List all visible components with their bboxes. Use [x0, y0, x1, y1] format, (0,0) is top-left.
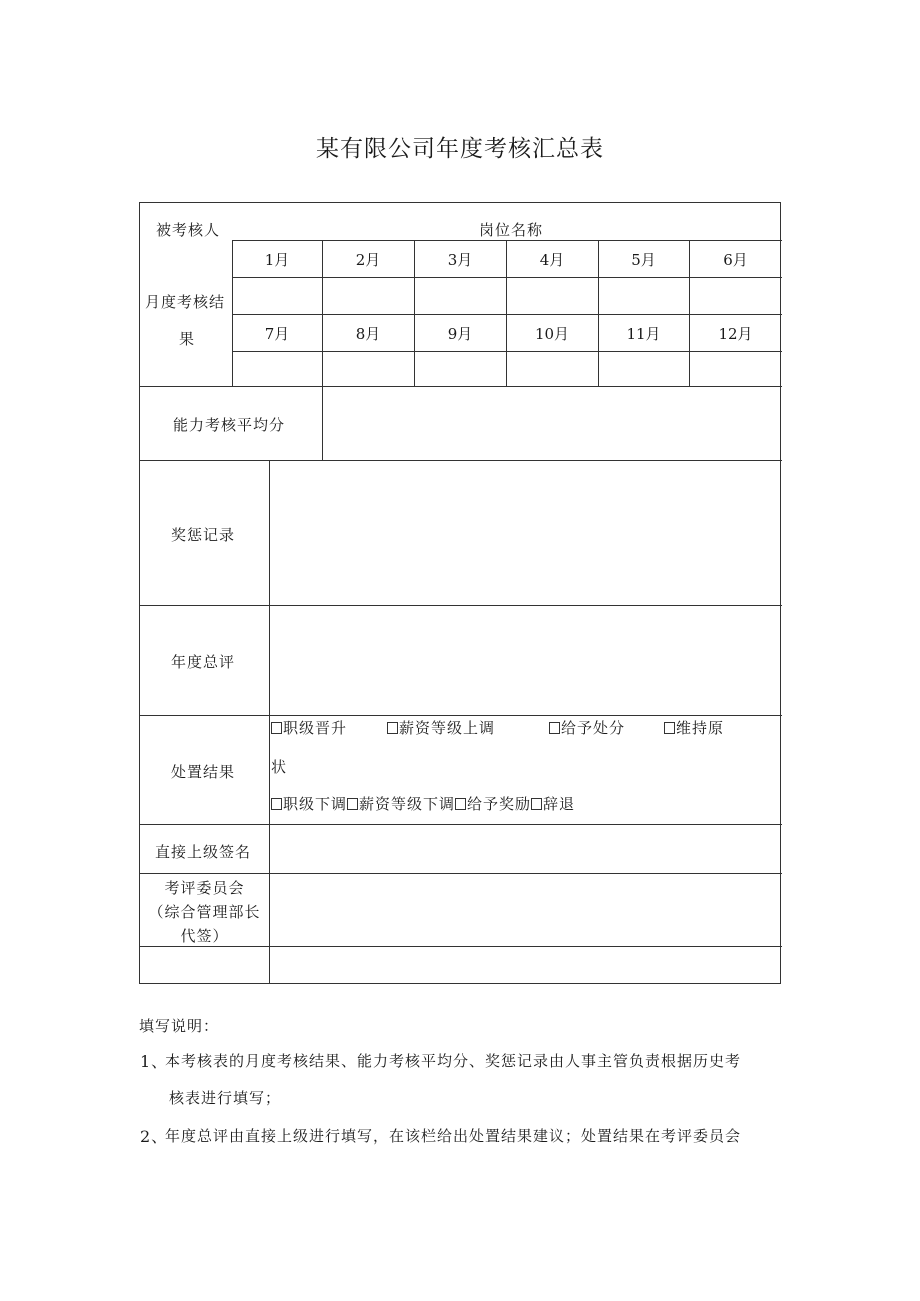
month-header: 6月	[723, 251, 748, 269]
page-title: 某有限公司年度考核汇总表	[316, 136, 604, 162]
note-1-line-2: 核表进行填写；	[169, 1089, 282, 1107]
checkbox-icon	[387, 722, 398, 734]
committee-sign-field[interactable]	[270, 874, 781, 945]
note-1-number: 1、	[140, 1052, 169, 1071]
checkbox-icon	[455, 798, 466, 810]
blank-row-label-cell	[141, 947, 268, 983]
checkbox-icon	[531, 798, 542, 810]
month-header: 3月	[447, 251, 473, 269]
month-score-cell[interactable]	[690, 278, 780, 313]
disposition-label: 处置结果	[171, 763, 236, 781]
month-score-cell[interactable]	[323, 352, 413, 385]
month-score-cell[interactable]	[415, 352, 505, 385]
position-label: 岗位名称	[479, 221, 544, 239]
option-demotion[interactable]: 职级下调	[271, 795, 347, 813]
supervisor-sign-label: 直接上级签名	[155, 843, 252, 861]
option-salary-raise[interactable]: 薪资等级上调	[387, 719, 495, 737]
month-header: 8月	[355, 325, 381, 343]
assessment-form	[139, 202, 781, 984]
notes-heading: 填写说明：	[139, 1017, 220, 1035]
month-header: 11月	[626, 325, 661, 343]
checkbox-icon	[549, 722, 560, 734]
month-score-cell[interactable]	[599, 352, 688, 385]
option-maintain[interactable]: 维持原	[664, 719, 724, 737]
rewards-label: 奖惩记录	[171, 526, 236, 544]
month-score-cell[interactable]	[233, 278, 321, 313]
monthly-label-line2: 果	[179, 330, 196, 348]
month-header: 12月	[718, 325, 753, 343]
checkbox-icon	[271, 798, 282, 810]
row-divider	[232, 314, 782, 315]
month-score-cell[interactable]	[323, 278, 413, 313]
month-header: 10月	[534, 325, 570, 343]
checkbox-icon	[664, 722, 675, 734]
month-header: 4月	[539, 251, 565, 269]
month-header: 5月	[631, 251, 656, 269]
option-promotion[interactable]: 职级晋升	[271, 719, 347, 737]
note-2-number: 2、	[140, 1127, 169, 1146]
checkbox-icon	[347, 798, 358, 810]
month-score-cell[interactable]	[599, 278, 688, 313]
supervisor-sign-field[interactable]	[270, 825, 781, 872]
annual-review-label: 年度总评	[171, 653, 236, 671]
note-2-line-1: 年度总评由直接上级进行填写，在该栏给出处置结果建议；处置结果在考评委员会	[165, 1127, 742, 1145]
note-1-line-1: 本考核表的月度考核结果、能力考核平均分、奖惩记录由人事主管负责根据历史考	[165, 1052, 742, 1070]
committee-label-line2: （综合管理部长	[148, 903, 261, 921]
options-row-1-wrap: 状	[271, 758, 288, 776]
month-header: 1月	[264, 251, 290, 269]
options-row-2	[271, 793, 575, 814]
month-header: 7月	[264, 325, 290, 343]
month-score-cell[interactable]	[507, 352, 597, 385]
month-header: 2月	[355, 251, 381, 269]
monthly-label-line1: 月度考核结	[145, 293, 226, 311]
option-discipline[interactable]: 给予处分	[549, 719, 625, 737]
option-salary-reduce[interactable]: 薪资等级下调	[347, 795, 455, 813]
option-reward[interactable]: 给予奖励	[455, 795, 531, 813]
month-score-cell[interactable]	[415, 278, 505, 313]
blank-row-field[interactable]	[270, 947, 781, 983]
ability-average-label: 能力考核平均分	[173, 416, 286, 434]
committee-label-line3: 代签）	[180, 927, 229, 945]
month-header: 9月	[447, 325, 473, 343]
options-row-1	[271, 717, 724, 738]
row-divider	[140, 715, 782, 716]
row-divider	[232, 240, 782, 241]
month-score-cell[interactable]	[507, 278, 597, 313]
employee-label: 被考核人	[156, 221, 221, 239]
checkbox-icon	[271, 722, 282, 734]
option-dismissal[interactable]: 辞退	[531, 795, 575, 813]
rewards-field[interactable]	[270, 461, 781, 604]
annual-review-field[interactable]	[270, 606, 781, 714]
month-score-cell[interactable]	[690, 352, 780, 385]
month-score-cell[interactable]	[233, 352, 321, 385]
committee-label-line1: 考评委员会	[164, 879, 245, 897]
ability-average-field[interactable]	[323, 387, 781, 459]
